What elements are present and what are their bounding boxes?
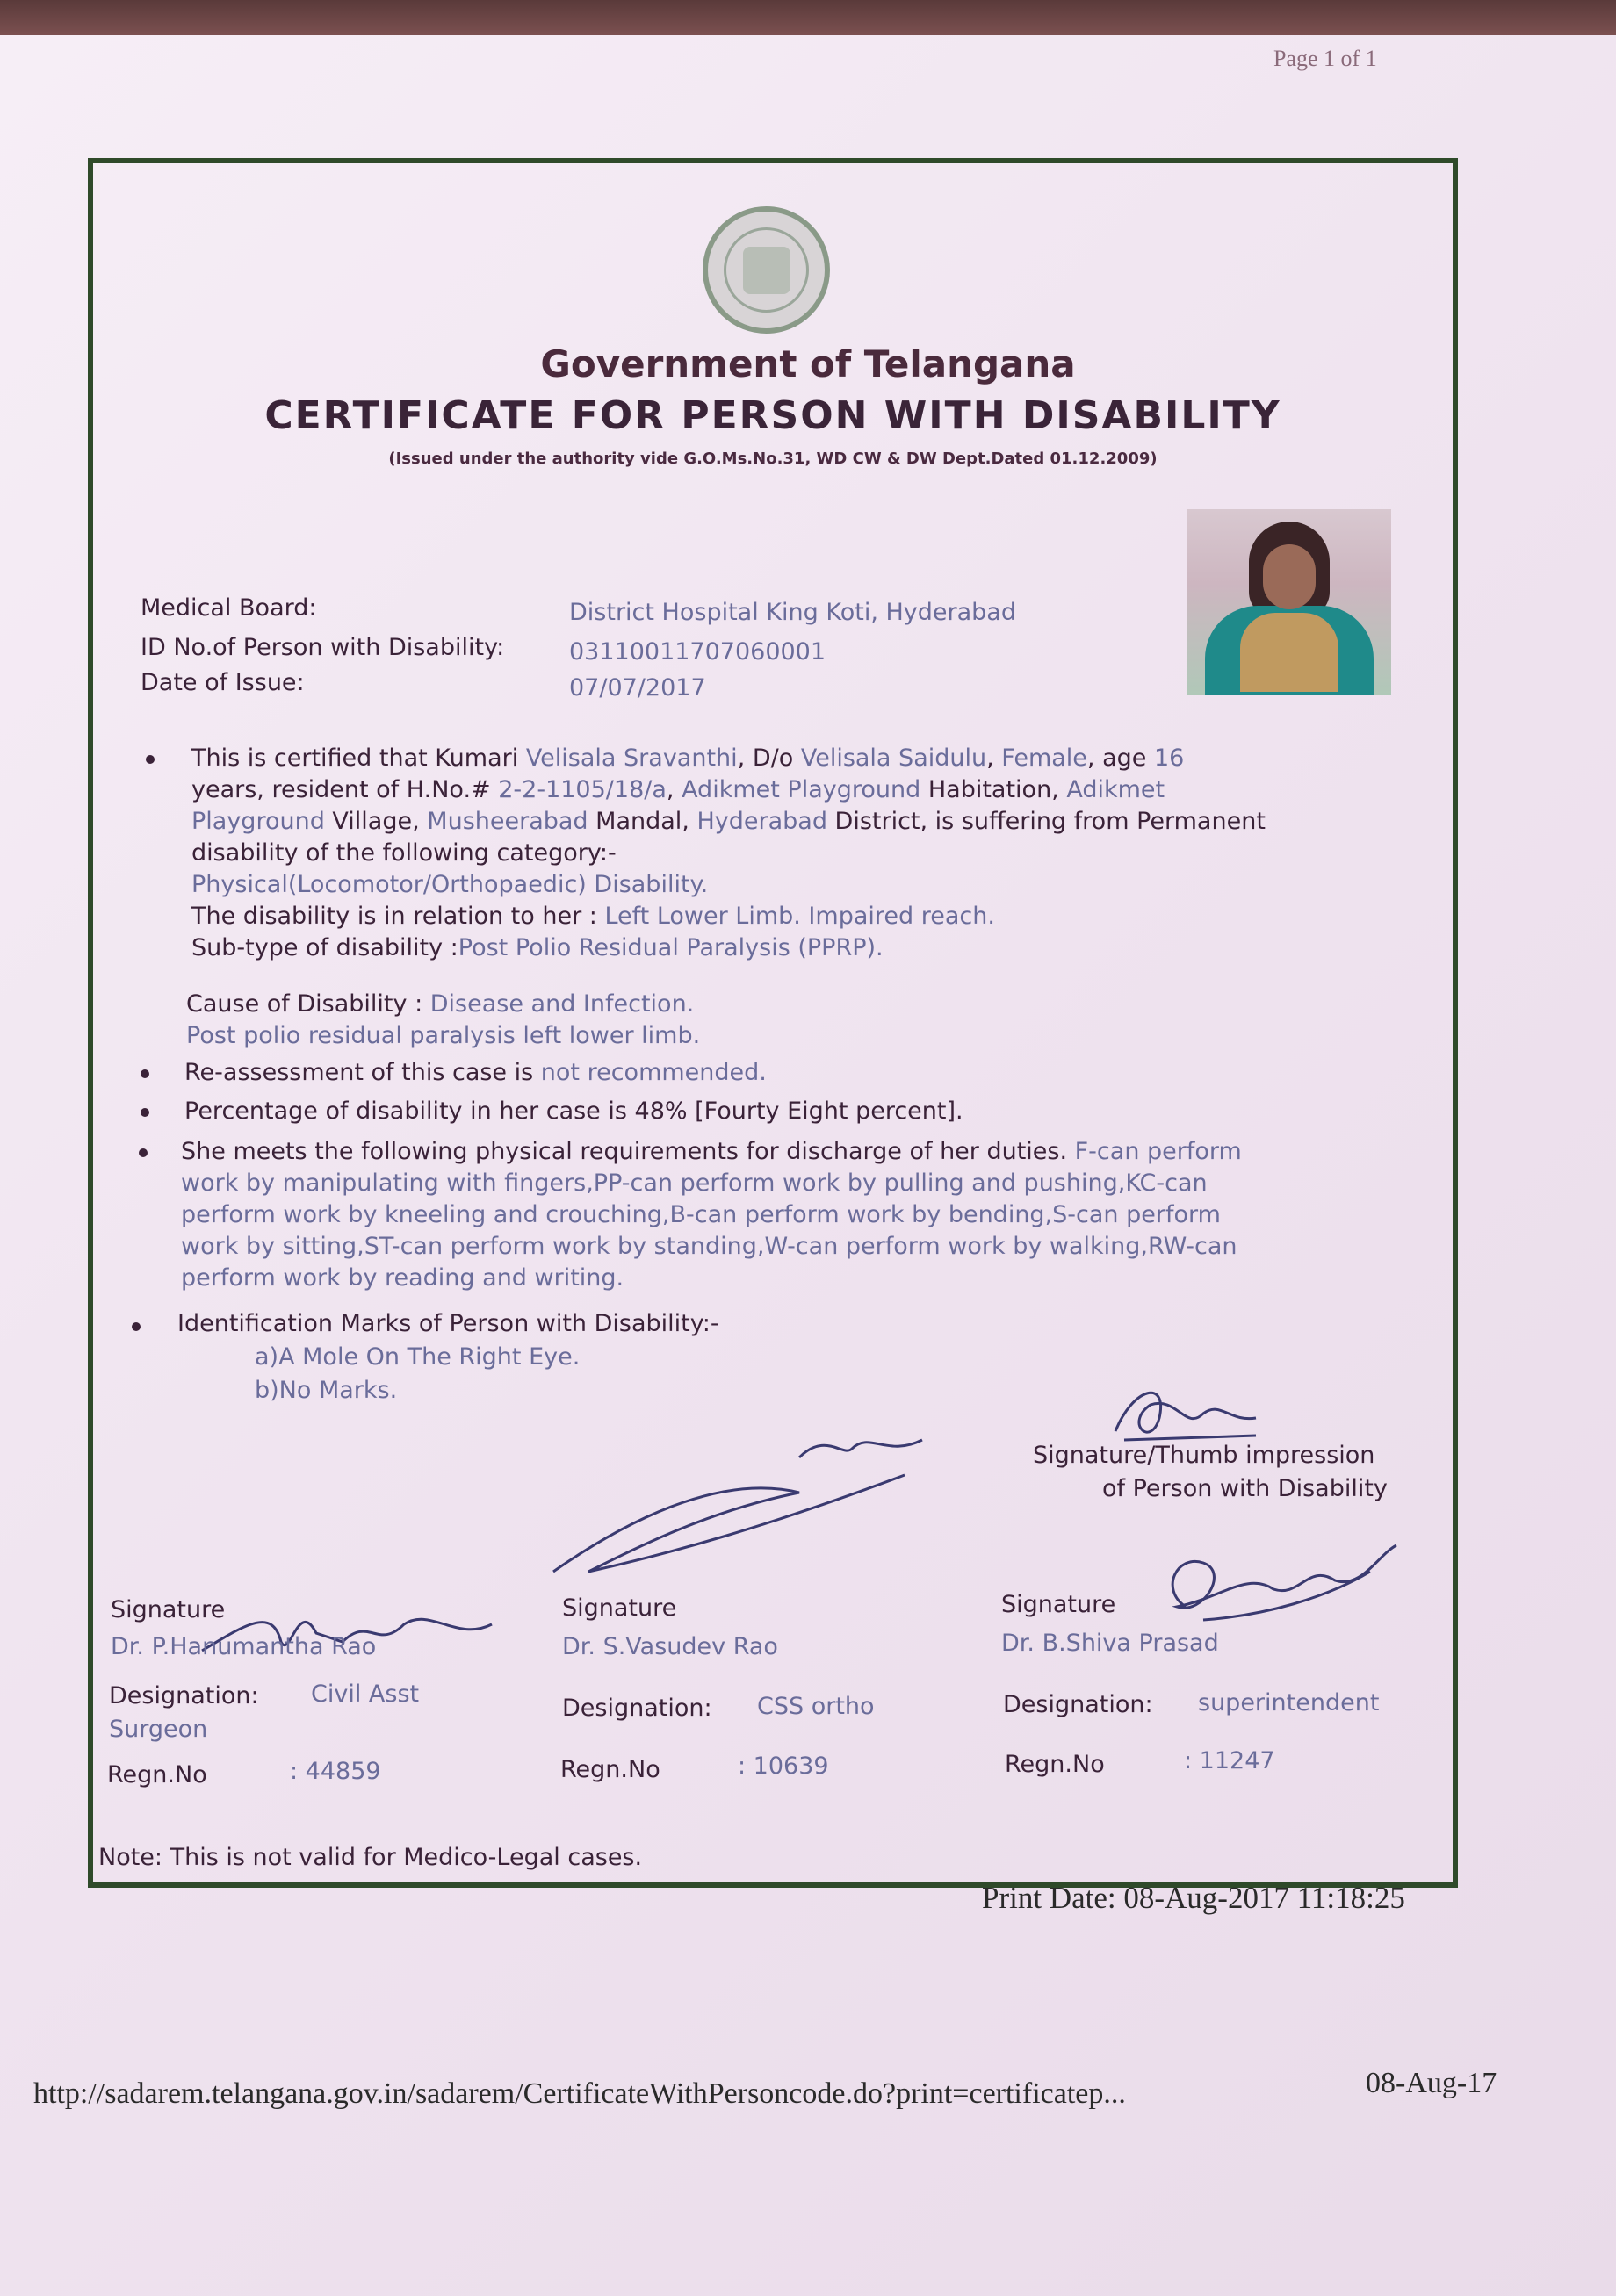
issue-date-label: Date of Issue:	[141, 669, 305, 696]
signatory-1-designation-value: Civil Asst	[311, 1681, 420, 1708]
signatory-3-regn-label: Regn.No	[1005, 1751, 1105, 1778]
signatory-1-designation-label: Designation:	[109, 1682, 259, 1709]
signatory-2-designation-label: Designation:	[562, 1695, 712, 1722]
person-signature-label-2: of Person with Disability	[1102, 1475, 1388, 1502]
bullet	[141, 1108, 149, 1117]
issue-date-value: 07/07/2017	[569, 674, 706, 702]
footer-date: 08-Aug-17	[1366, 2067, 1497, 2099]
certificate-title: CERTIFICATE FOR PERSON WITH DISABILITY	[264, 393, 1281, 438]
physical-requirements: She meets the following physical requirements for discharge of her duties. F-can perform work by manipulating with fingers,PP-can perform work by pulling and pushing,KC-can perform work by kneeling and crouching,B-can perform work by bending,S-can perform work by sitting,ST-can perform work by standing,W-can perform work by walking,RW-can perform work by reading and writing.	[181, 1138, 1242, 1292]
signatory-3-signature	[1151, 1537, 1405, 1633]
bullet	[146, 755, 155, 764]
identification-mark-a: a)A Mole On The Right Eye.	[255, 1343, 581, 1371]
medical-board-value: District Hospital King Koti, Hyderabad	[569, 599, 1016, 626]
bullet	[132, 1322, 141, 1331]
government-heading: Government of Telangana	[540, 342, 1076, 385]
signatory-2-regn-label: Regn.No	[560, 1756, 660, 1783]
bullet	[141, 1069, 149, 1078]
print-date: Print Date: 08-Aug-2017 11:18:25	[982, 1881, 1405, 1915]
signatory-3-designation-label: Designation:	[1003, 1691, 1153, 1718]
percentage-line: Percentage of disability in her case is 48% [Fourty Eight percent].	[184, 1098, 963, 1125]
signatory-2-name: Dr. S.Vasudev Rao	[562, 1633, 778, 1660]
reassessment-line: Re-assessment of this case is not recommended.	[184, 1059, 767, 1086]
signatory-2-regn-value: : 10639	[738, 1753, 829, 1780]
person-signature-label: Signature/Thumb impression	[1033, 1442, 1375, 1469]
authority-line: (Issued under the authority vide G.O.Ms.No.31, WD CW & DW Dept.Dated 01.12.2009)	[388, 450, 1158, 468]
signatory-3-name: Dr. B.Shiva Prasad	[1001, 1630, 1219, 1657]
signatory-1-name: Dr. P.Hanumantha Rao	[111, 1633, 377, 1660]
page-label: Page 1 of 1	[1273, 46, 1377, 71]
identification-marks-label: Identification Marks of Person with Disability:-	[177, 1310, 719, 1337]
validity-note: Note: This is not valid for Medico-Legal cases.	[98, 1844, 643, 1871]
signatory-3-regn-value: : 11247	[1184, 1747, 1275, 1774]
medical-board-label: Medical Board:	[141, 594, 317, 622]
signatory-1-label: Signature	[111, 1596, 226, 1623]
state-emblem-seal-icon	[703, 206, 830, 334]
bullet	[139, 1148, 148, 1157]
footer-url: http://sadarem.telangana.gov.in/sadarem/CertificateWithPersoncode.do?print=certificatep...	[33, 2077, 1126, 2110]
identification-mark-b: b)No Marks.	[255, 1377, 398, 1404]
signatory-1-regn-label: Regn.No	[107, 1761, 207, 1789]
signatory-3-label: Signature	[1001, 1591, 1116, 1618]
signatory-2-label: Signature	[562, 1594, 677, 1622]
id-value: 03110011707060001	[569, 638, 826, 666]
signatory-1-regn-value: : 44859	[290, 1758, 381, 1785]
signatory-2-designation-value: CSS ortho	[757, 1693, 875, 1720]
signatory-3-designation-value: superintendent	[1198, 1689, 1380, 1717]
certification-paragraph: This is certified that Kumari Velisala Sravanthi, D/o Velisala Saidulu, Female, age 16 years, resident of H.No.# 2-2-1105/18/a, Adikmet Playground Habitation, Adikmet Playground Village, Musheerabad Mandal, Hyderabad District, is suffering from Permanent disability of the following category:- Physical(Locomotor/Orthopaedic) Disability. The disability is in relation to her : Left Lower Limb. Impaired reach. Sub-type of disability :Post Polio Residual Paralysis (PPRP).	[191, 745, 1266, 961]
doctor-signature-scribble	[536, 1422, 940, 1589]
signatory-1-designation-value-2: Surgeon	[109, 1716, 208, 1743]
id-label: ID No.of Person with Disability:	[141, 634, 505, 661]
person-photo	[1187, 509, 1391, 695]
cause-of-disability: Cause of Disability : Disease and Infection. Post polio residual paralysis left lower limb.	[186, 990, 701, 1049]
